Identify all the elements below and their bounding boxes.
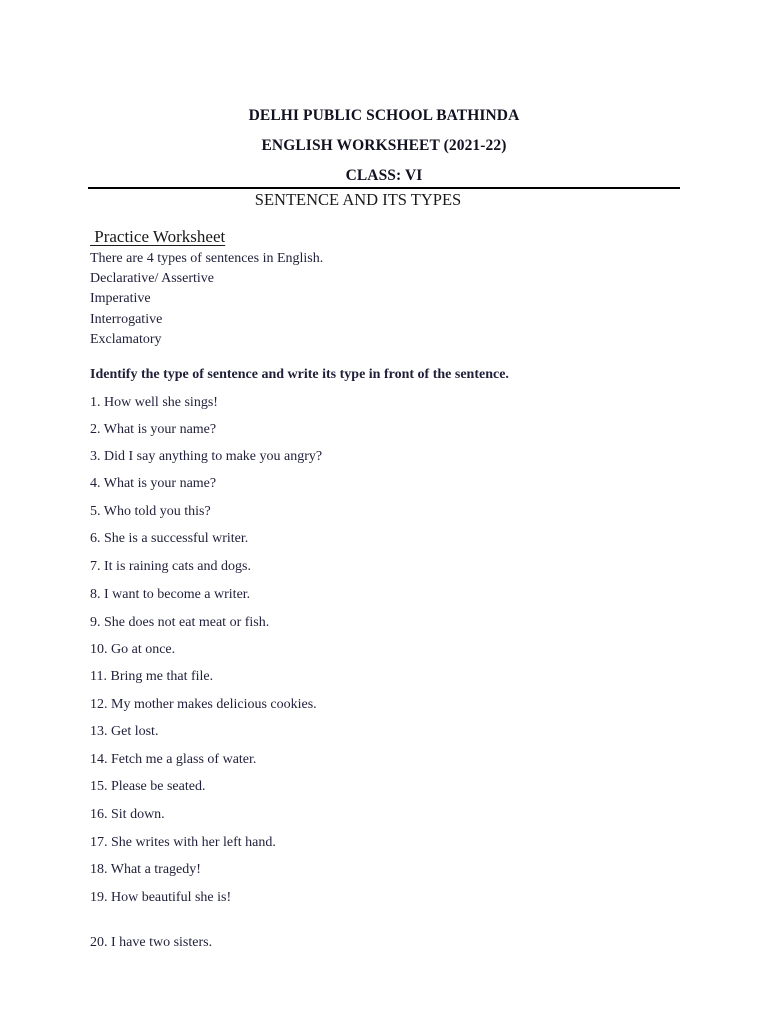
topic-title: SENTENCE AND ITS TYPES xyxy=(254,190,462,209)
sentence-item: 15. Please be seated. xyxy=(90,779,206,794)
sentence-item: 2. What is your name? xyxy=(90,422,217,437)
sentence-item: 1. How well she sings! xyxy=(90,395,218,410)
sentence-item: 19. How beautiful she is! xyxy=(90,890,232,905)
sentence-item: 13. Get lost. xyxy=(90,724,159,739)
intro-text: There are 4 types of sentences in English. xyxy=(90,251,324,266)
sentence-item: 20. I have two sisters. xyxy=(90,935,213,950)
type-item-interrogative: Interrogative xyxy=(90,312,163,327)
sentence-item: 6. She is a successful writer. xyxy=(90,531,249,546)
instruction-text: Identify the type of sentence and write its type in front of the sentence. xyxy=(90,367,509,382)
sentence-item: 7. It is raining cats and dogs. xyxy=(90,559,251,574)
sentence-item: 8. I want to become a writer. xyxy=(90,587,251,602)
class-label: CLASS: VI xyxy=(345,167,423,184)
sentence-item: 3. Did I say anything to make you angry? xyxy=(90,449,323,464)
sentence-item: 12. My mother makes delicious cookies. xyxy=(90,697,317,712)
practice-heading: Practice Worksheet xyxy=(90,227,226,246)
type-item-declarative: Declarative/ Assertive xyxy=(90,271,215,286)
sentence-item: 5. Who told you this? xyxy=(90,504,211,519)
sentence-item: 10. Go at once. xyxy=(90,642,176,657)
sentence-item: 11. Bring me that file. xyxy=(90,669,214,684)
sentence-item: 16. Sit down. xyxy=(90,807,165,822)
type-item-exclamatory: Exclamatory xyxy=(90,332,162,347)
header-divider xyxy=(88,187,680,189)
school-name: DELHI PUBLIC SCHOOL BATHINDA xyxy=(248,107,520,124)
sentence-item: 9. She does not eat meat or fish. xyxy=(90,615,270,630)
sentence-item: 14. Fetch me a glass of water. xyxy=(90,752,257,767)
sentence-item: 17. She writes with her left hand. xyxy=(90,835,276,850)
sentence-item: 18. What a tragedy! xyxy=(90,862,201,877)
worksheet-title: ENGLISH WORKSHEET (2021-22) xyxy=(261,137,507,154)
type-item-imperative: Imperative xyxy=(90,291,151,306)
sentence-item: 4. What is your name? xyxy=(90,476,217,491)
